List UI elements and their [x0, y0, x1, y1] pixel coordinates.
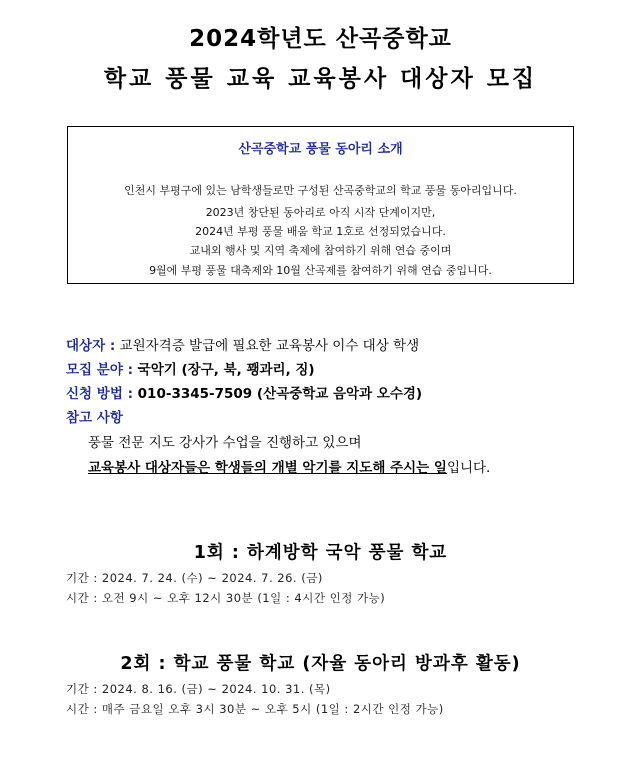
apply-label: 신청 방법 :: [66, 386, 133, 402]
intro-line: 인천시 부평구에 있는 남학생들로만 구성된 산곡중학교의 학교 풍물 동아리입니다.: [124, 184, 517, 197]
field-row: [66, 358, 315, 378]
intro-line: 2023년 창단된 동아리로 아직 시작 단계이지만,: [205, 206, 436, 219]
intro-line: 교내외 행사 및 지역 축제에 참여하기 위해 연습 중이며: [189, 244, 452, 257]
apply-value: 010-3345-7509 (산곡중학교 음악과 오수경): [132, 386, 423, 402]
field-label: 모집 분야 :: [66, 362, 133, 378]
reference-line-end: 입니다.: [446, 460, 491, 476]
session-2-period: 기간 : 2024. 8. 16. (금) ~ 2024. 10. 31. (목): [66, 682, 331, 696]
apply-row: [66, 382, 422, 402]
target-label: 대상자 :: [66, 338, 116, 354]
session-2-title: 2회 : 학교 풍물 학교 (자율 동아리 방과후 활동): [120, 654, 521, 674]
session-1-title: 1회 : 하계방학 국악 풍물 학교: [193, 543, 448, 563]
reference-row: [66, 406, 123, 426]
target-row: [66, 334, 419, 354]
document-subtitle: 학교 풍물 교육 교육봉사 대상자 모집: [103, 66, 538, 92]
field-value: 국악기 (장구, 북, 꽹과리, 징): [132, 362, 315, 378]
reference-label: 참고 사항: [66, 410, 123, 426]
intro-box-title: 산곡중학교 풍물 동아리 소개: [238, 142, 403, 157]
session-1-time: 시간 : 오전 9시 ~ 오후 12시 30분 (1일 : 4시간 인정 가능): [66, 591, 386, 605]
session-2-time: 시간 : 매주 금요일 오후 3시 30분 ~ 오후 5시 (1일 : 2시간 인정 가능): [66, 702, 444, 716]
emphasized-text: 교육봉사 대상자들은 학생들의 개별 악기를 지도해 주시는 일: [88, 460, 447, 476]
session-1-period: 기간 : 2024. 7. 24. (수) ~ 2024. 7. 26. (금): [66, 571, 323, 585]
reference-line-emphasis: [88, 456, 490, 476]
intro-line: 2024년 부평 풍물 배움 학교 1호로 선정되었습니다.: [195, 225, 446, 238]
reference-line: 풍물 전문 지도 강사가 수업을 진행하고 있으며: [88, 435, 362, 451]
intro-box: [67, 126, 574, 284]
intro-line: 9월에 부평 풍물 대축제와 10월 산곡제를 참여하기 위해 연습 중입니다.: [149, 264, 492, 277]
document-title: 2024학년도 산곡중학교: [189, 26, 452, 52]
target-value: 교원자격증 발급에 필요한 교육봉사 이수 대상 학생: [115, 338, 420, 354]
